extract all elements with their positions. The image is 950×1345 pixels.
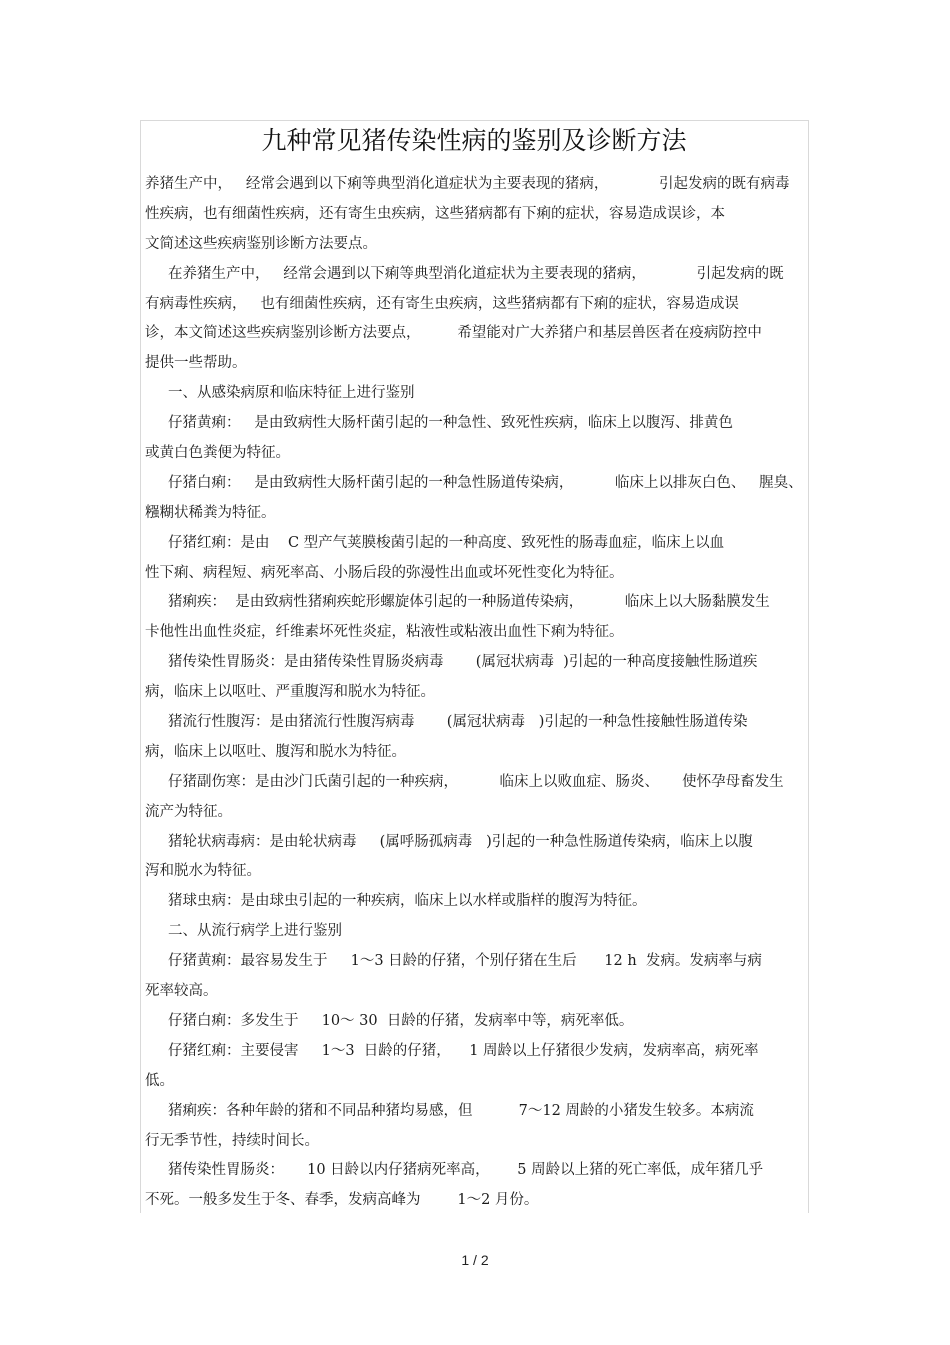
text-line: 猪轮状病毒病：是由轮状病毒 (属呼肠孤病毒 )引起的一种急性肠道传染病，临床上以腹: [145, 833, 753, 850]
text-line: 在养猪生产中， 经常会遇到以下痢等典型消化道症状为主要表现的猪病， 引起发病的既: [145, 265, 784, 282]
text-line: 有病毒性疾病， 也有细菌性疾病，还有寄生虫疾病，这些猪病都有下痢的症状，容易造成误: [145, 295, 739, 312]
text-line: 仔猪红痢：是由 C 型产气荚膜梭菌引起的一种高度、致死性的肠毒血症，临床上以血: [145, 534, 725, 551]
text-line: 病，临床上以呕吐、腹泻和脱水为特征。: [145, 743, 406, 760]
text-line: 仔猪黄痢： 是由致病性大肠杆菌引起的一种急性、致死性疾病，临床上以腹泻、排黄色: [145, 415, 733, 432]
text-line: 文简述这些疾病鉴别诊断方法要点。: [145, 235, 377, 252]
text-line: 行无季节性，持续时间长。: [145, 1132, 319, 1149]
text-line: 仔猪红痢：主要侵害 1～3 日龄的仔猪， 1 周龄以上仔猪很少发病，发病率高，病死率: [145, 1042, 759, 1059]
text-line: 一、从感染病原和临床特征上进行鉴别: [145, 385, 415, 402]
text-line: 养猪生产中， 经常会遇到以下痢等典型消化道症状为主要表现的猪病， 引起发病的既有病毒: [145, 176, 790, 192]
text-line: 性下痢、病程短、病死率高、小肠后段的弥漫性出血或坏死性变化为特征。: [145, 564, 624, 581]
text-line: 卡他性出血性炎症，纤维素坏死性炎症，粘液性或粘液出血性下痢为特征。: [145, 624, 624, 641]
text-line: 猪传染性胃肠炎： 10 日龄以内仔猪病死率高， 5 周龄以上猪的死亡率低，成年猪几乎: [145, 1162, 764, 1179]
document-title: 九种常见猪传染性病的鉴别及诊断方法: [261, 126, 687, 155]
text-line: 猪流行性腹泻：是由猪流行性腹泻病毒 (属冠状病毒 )引起的一种急性接触性肠道传染: [145, 714, 748, 731]
text-line: 猪痢疾： 是由致病性猪痢疾蛇形螺旋体引起的一种肠道传染病， 临床上以大肠黏膜发生: [145, 594, 770, 611]
text-line: 死率较高。: [145, 983, 218, 1000]
text-line: 仔猪副伤寒：是由沙门氏菌引起的一种疾病， 临床上以败血症、肠炎、 使怀孕母畜发生: [145, 773, 784, 790]
text-line: 流产为特征。: [145, 803, 232, 820]
page-indicator: 1 / 2: [461, 1252, 489, 1268]
text-line: 猪球虫病：是由球虫引起的一种疾病，临床上以水样或脂样的腹泻为特征。: [145, 893, 647, 910]
text-line: 提供一些帮助。: [145, 355, 247, 372]
text-line: 仔猪白痢： 是由致病性大肠杆菌引起的一种急性肠道传染病， 临床上以排灰白色、 腥臭、: [145, 474, 803, 491]
text-line: 猪痢疾：各种年龄的猪和不同品种猪均易感，但 7～12 周龄的小猪发生较多。本病流: [145, 1102, 754, 1119]
text-line: 泻和脱水为特征。: [145, 863, 261, 880]
text-line: 二、从流行病学上进行鉴别: [145, 923, 343, 940]
text-line: 仔猪白痢：多发生于 10～ 30 日龄的仔猪，发病率中等，病死率低。: [145, 1012, 634, 1029]
document-body: [145, 170, 805, 1216]
text-line: 不死。一般多发生于冬、春季，发病高峰为 1～2 月份。: [145, 1192, 539, 1209]
text-line: 猪传染性胃肠炎：是由猪传染性胃肠炎病毒 (属冠状病毒 )引起的一种高度接触性肠道疾: [145, 654, 758, 671]
text-line: 糨糊状稀粪为特征。: [145, 504, 276, 521]
text-line: 或黄白色粪便为特征。: [145, 445, 290, 462]
text-line: 病，临床上以呕吐、严重腹泻和脱水为特征。: [145, 684, 435, 701]
text-line: 性疾病，也有细菌性疾病，还有寄生虫疾病，这些猪病都有下痢的症状，容易造成误诊，本: [145, 205, 725, 222]
text-line: 仔猪黄痢：最容易发生于 1～3 日龄的仔猪，个别仔猪在生后 12 h 发病。发病率与病: [145, 953, 762, 970]
text-line: 低。: [145, 1072, 174, 1089]
text-line: 诊，本文简述这些疾病鉴别诊断方法要点， 希望能对广大养猪户和基层兽医者在疫病防控中: [145, 325, 762, 342]
